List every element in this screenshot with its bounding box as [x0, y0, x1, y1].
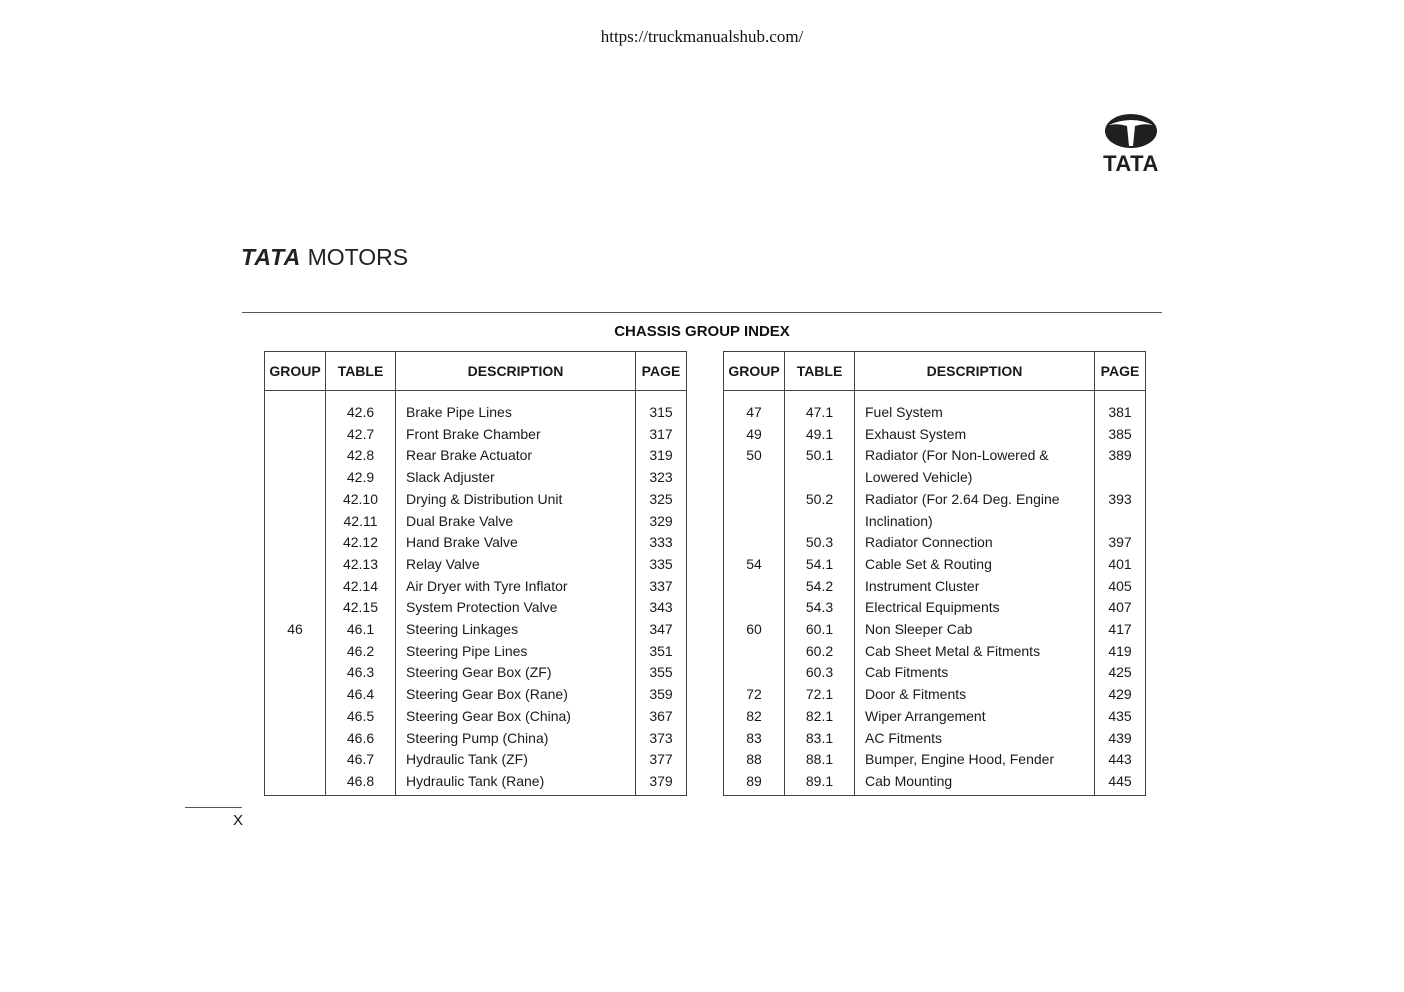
brand-heading	[241, 244, 408, 271]
table-row	[265, 706, 687, 728]
cell-description: Steering Gear Box (ZF)	[396, 662, 636, 684]
cell-description: Steering Gear Box (China)	[396, 706, 636, 728]
cell-page: 355	[636, 662, 687, 684]
col-header-page: PAGE	[636, 352, 687, 391]
cell-table: 42.12	[326, 532, 396, 554]
header-divider	[242, 312, 1162, 313]
table-row	[724, 706, 1146, 728]
table-row	[265, 467, 687, 489]
cell-group: 47	[724, 391, 785, 424]
cell-table: 46.5	[326, 706, 396, 728]
cell-table: 60.3	[785, 662, 855, 684]
cell-table: 88.1	[785, 749, 855, 771]
table-row	[724, 576, 1146, 598]
cell-description: Lowered Vehicle)	[855, 467, 1095, 489]
col-header-description: DESCRIPTION	[396, 352, 636, 391]
table-row	[724, 684, 1146, 706]
cell-page: 329	[636, 511, 687, 533]
cell-description: Cable Set & Routing	[855, 554, 1095, 576]
table-row	[724, 391, 1146, 424]
table-row	[265, 619, 687, 641]
col-header-group: GROUP	[265, 352, 326, 391]
table-row	[265, 554, 687, 576]
cell-table: 72.1	[785, 684, 855, 706]
table-row	[265, 641, 687, 663]
cell-page: 373	[636, 728, 687, 750]
cell-page: 407	[1095, 597, 1146, 619]
table-row	[724, 489, 1146, 511]
cell-group	[724, 641, 785, 663]
cell-page: 343	[636, 597, 687, 619]
cell-page: 347	[636, 619, 687, 641]
cell-group	[724, 597, 785, 619]
cell-group	[265, 489, 326, 511]
cell-table: 42.8	[326, 445, 396, 467]
cell-page: 445	[1095, 771, 1146, 795]
cell-table: 89.1	[785, 771, 855, 795]
cell-description: Cab Mounting	[855, 771, 1095, 795]
cell-page	[1095, 467, 1146, 489]
cell-page: 337	[636, 576, 687, 598]
cell-table: 83.1	[785, 728, 855, 750]
table-row	[265, 445, 687, 467]
cell-table: 42.13	[326, 554, 396, 576]
table-row	[724, 641, 1146, 663]
cell-group: 88	[724, 749, 785, 771]
tata-logo	[1096, 112, 1166, 176]
cell-table	[785, 511, 855, 533]
table-row	[265, 597, 687, 619]
cell-page: 389	[1095, 445, 1146, 467]
cell-table: 46.4	[326, 684, 396, 706]
cell-table: 42.14	[326, 576, 396, 598]
cell-page	[1095, 511, 1146, 533]
tata-t-emblem-icon	[1096, 112, 1166, 176]
cell-group	[724, 576, 785, 598]
cell-group	[724, 489, 785, 511]
cell-description: Front Brake Chamber	[396, 424, 636, 446]
table-row	[724, 662, 1146, 684]
cell-page: 317	[636, 424, 687, 446]
cell-group	[265, 662, 326, 684]
cell-table: 46.6	[326, 728, 396, 750]
cell-group: 72	[724, 684, 785, 706]
cell-description: System Protection Valve	[396, 597, 636, 619]
col-header-table: TABLE	[785, 352, 855, 391]
cell-group: 60	[724, 619, 785, 641]
cell-group	[265, 684, 326, 706]
footer-divider	[185, 807, 242, 808]
table-row	[724, 728, 1146, 750]
cell-page: 417	[1095, 619, 1146, 641]
cell-table: 46.7	[326, 749, 396, 771]
table-row	[265, 749, 687, 771]
table-row	[265, 662, 687, 684]
cell-description: Steering Gear Box (Rane)	[396, 684, 636, 706]
cell-group	[265, 511, 326, 533]
table-row	[265, 532, 687, 554]
col-header-table: TABLE	[326, 352, 396, 391]
cell-page: 443	[1095, 749, 1146, 771]
cell-group	[724, 511, 785, 533]
cell-group	[265, 532, 326, 554]
table-row	[724, 771, 1146, 795]
brand-motors: MOTORS	[307, 244, 409, 270]
cell-page: 393	[1095, 489, 1146, 511]
cell-table: 42.10	[326, 489, 396, 511]
cell-group	[265, 749, 326, 771]
cell-table: 54.2	[785, 576, 855, 598]
cell-description: Cab Fitments	[855, 662, 1095, 684]
table-row	[724, 467, 1146, 489]
cell-page: 381	[1095, 391, 1146, 424]
table-row	[265, 391, 687, 424]
cell-description: Rear Brake Actuator	[396, 445, 636, 467]
cell-description: Hydraulic Tank (ZF)	[396, 749, 636, 771]
cell-description: Radiator (For Non-Lowered &	[855, 445, 1095, 467]
cell-group: 89	[724, 771, 785, 795]
table-row	[724, 554, 1146, 576]
cell-page: 401	[1095, 554, 1146, 576]
cell-table: 46.2	[326, 641, 396, 663]
cell-description: AC Fitments	[855, 728, 1095, 750]
table-row	[265, 728, 687, 750]
cell-description: Steering Linkages	[396, 619, 636, 641]
cell-page: 377	[636, 749, 687, 771]
cell-page: 325	[636, 489, 687, 511]
cell-description: Brake Pipe Lines	[396, 391, 636, 424]
cell-group: 49	[724, 424, 785, 446]
cell-group	[724, 532, 785, 554]
table-row	[724, 749, 1146, 771]
cell-group: 54	[724, 554, 785, 576]
cell-description: Wiper Arrangement	[855, 706, 1095, 728]
table-row	[724, 532, 1146, 554]
table-row	[724, 619, 1146, 641]
cell-group	[265, 771, 326, 795]
cell-description: Radiator Connection	[855, 532, 1095, 554]
page-number: X	[233, 812, 244, 829]
table-row	[724, 424, 1146, 446]
index-table-left	[264, 351, 687, 796]
cell-table: 42.9	[326, 467, 396, 489]
cell-table: 50.3	[785, 532, 855, 554]
cell-description: Bumper, Engine Hood, Fender	[855, 749, 1095, 771]
cell-table: 42.15	[326, 597, 396, 619]
cell-table: 82.1	[785, 706, 855, 728]
cell-description: Radiator (For 2.64 Deg. Engine	[855, 489, 1095, 511]
cell-description: Fuel System	[855, 391, 1095, 424]
cell-group: 82	[724, 706, 785, 728]
cell-group: 46	[265, 619, 326, 641]
source-url: https://truckmanualshub.com/	[600, 27, 804, 46]
cell-table: 50.1	[785, 445, 855, 467]
cell-table: 42.6	[326, 391, 396, 424]
cell-group	[265, 576, 326, 598]
cell-description: Non Sleeper Cab	[855, 619, 1095, 641]
cell-description: Hand Brake Valve	[396, 532, 636, 554]
cell-page: 397	[1095, 532, 1146, 554]
cell-page: 351	[636, 641, 687, 663]
cell-description: Exhaust System	[855, 424, 1095, 446]
page-title: CHASSIS GROUP INDEX	[614, 323, 790, 340]
cell-page: 319	[636, 445, 687, 467]
table-row	[265, 511, 687, 533]
cell-page: 323	[636, 467, 687, 489]
cell-table: 46.1	[326, 619, 396, 641]
cell-page: 439	[1095, 728, 1146, 750]
cell-page: 367	[636, 706, 687, 728]
cell-description: Cab Sheet Metal & Fitments	[855, 641, 1095, 663]
cell-table: 47.1	[785, 391, 855, 424]
cell-page: 385	[1095, 424, 1146, 446]
cell-table: 54.3	[785, 597, 855, 619]
cell-page: 425	[1095, 662, 1146, 684]
cell-description: Air Dryer with Tyre Inflator	[396, 576, 636, 598]
cell-table: 54.1	[785, 554, 855, 576]
table-row	[724, 511, 1146, 533]
table-row	[724, 445, 1146, 467]
col-header-page: PAGE	[1095, 352, 1146, 391]
cell-table: 60.2	[785, 641, 855, 663]
col-header-description: DESCRIPTION	[855, 352, 1095, 391]
cell-group	[265, 445, 326, 467]
cell-description: Steering Pipe Lines	[396, 641, 636, 663]
cell-description: Slack Adjuster	[396, 467, 636, 489]
table-row	[265, 771, 687, 795]
cell-page: 429	[1095, 684, 1146, 706]
cell-table: 60.1	[785, 619, 855, 641]
cell-page: 405	[1095, 576, 1146, 598]
cell-table: 42.7	[326, 424, 396, 446]
cell-description: Hydraulic Tank (Rane)	[396, 771, 636, 795]
cell-table: 42.11	[326, 511, 396, 533]
cell-description: Door & Fitments	[855, 684, 1095, 706]
tata-wordmark: TATA	[1103, 151, 1159, 176]
cell-table: 46.8	[326, 771, 396, 795]
cell-table: 50.2	[785, 489, 855, 511]
cell-table: 49.1	[785, 424, 855, 446]
cell-group	[265, 706, 326, 728]
cell-description: Instrument Cluster	[855, 576, 1095, 598]
cell-group	[265, 391, 326, 424]
index-table-right	[723, 351, 1146, 796]
cell-group	[265, 728, 326, 750]
brand-tata: TATA	[241, 244, 302, 270]
cell-page: 315	[636, 391, 687, 424]
cell-group	[724, 662, 785, 684]
cell-description: Steering Pump (China)	[396, 728, 636, 750]
table-row	[265, 424, 687, 446]
cell-group: 83	[724, 728, 785, 750]
col-header-group: GROUP	[724, 352, 785, 391]
table-header-row	[265, 352, 687, 391]
cell-group	[265, 554, 326, 576]
table-row	[724, 597, 1146, 619]
table-row	[265, 576, 687, 598]
cell-description: Relay Valve	[396, 554, 636, 576]
table-row	[265, 684, 687, 706]
cell-page: 379	[636, 771, 687, 795]
cell-group	[265, 641, 326, 663]
cell-page: 333	[636, 532, 687, 554]
cell-description: Dual Brake Valve	[396, 511, 636, 533]
cell-page: 359	[636, 684, 687, 706]
cell-table	[785, 467, 855, 489]
cell-description: Electrical Equipments	[855, 597, 1095, 619]
cell-page: 419	[1095, 641, 1146, 663]
table-row	[265, 489, 687, 511]
cell-group	[265, 467, 326, 489]
cell-group	[724, 467, 785, 489]
cell-group	[265, 597, 326, 619]
cell-page: 435	[1095, 706, 1146, 728]
cell-description: Inclination)	[855, 511, 1095, 533]
cell-group	[265, 424, 326, 446]
cell-group: 50	[724, 445, 785, 467]
cell-page: 335	[636, 554, 687, 576]
table-header-row	[724, 352, 1146, 391]
cell-description: Drying & Distribution Unit	[396, 489, 636, 511]
cell-table: 46.3	[326, 662, 396, 684]
